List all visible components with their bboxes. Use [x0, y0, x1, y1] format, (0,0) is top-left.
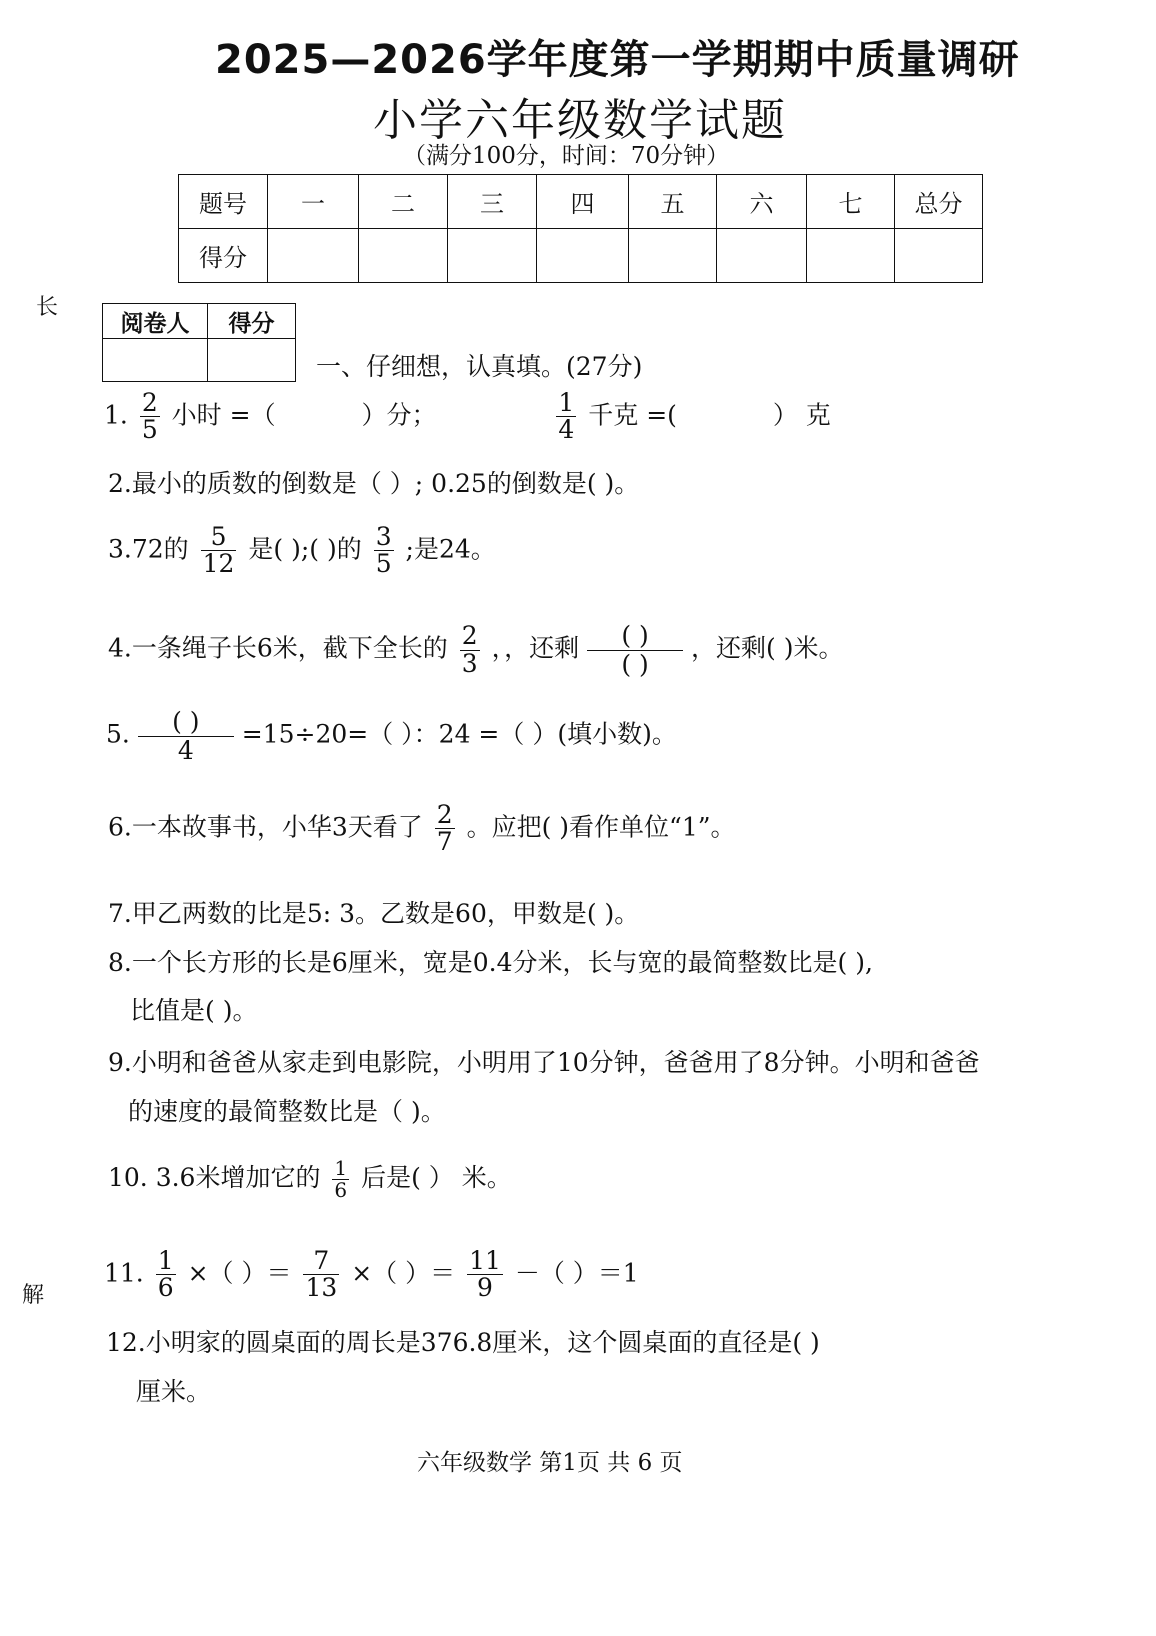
question-text: =15÷20=（ ）：24 =（ ）(填小数)。 — [241, 719, 677, 749]
fraction: $\frac{2}{7}$ — [436, 800, 453, 857]
score-input-cell[interactable] — [895, 229, 983, 283]
fraction: $\frac{2}{5}$ — [141, 388, 158, 445]
score-input-cell[interactable] — [448, 229, 537, 283]
score-table-score-row — [179, 229, 983, 283]
score-input-cell[interactable] — [537, 229, 629, 283]
score-input-cell[interactable] — [268, 229, 359, 283]
question-9-line2: 的速度的最简整数比是（ )。 — [128, 1097, 446, 1126]
grader-reviewer-label: 阅卷人 — [103, 304, 208, 339]
score-table-cell: 三 — [448, 175, 537, 229]
score-table-cell: 六 — [717, 175, 807, 229]
question-text: 小时 =（ — [171, 400, 276, 430]
page-footer: 六年级数学 第1页 共 6 页 — [417, 1450, 683, 1476]
score-table-cell: 七 — [807, 175, 895, 229]
question-text: ，还剩( )米。 — [691, 633, 844, 663]
question-text: ） 克 — [772, 400, 831, 430]
fraction: $\frac{1}{4}$ — [558, 388, 575, 445]
question-2: 2.最小的质数的倒数是（ ）; 0.25的倒数是( )。 — [108, 469, 640, 498]
fraction: $\frac{5}{12}$ — [202, 522, 235, 579]
question-text: 。应把( )看作单位“1”。 — [466, 812, 736, 842]
score-input-cell[interactable] — [717, 229, 807, 283]
question-8-line2: 比值是( )。 — [130, 996, 258, 1025]
question-text: ，，还剩 — [491, 633, 580, 663]
score-table — [178, 174, 983, 283]
grader-score-label: 得分 — [208, 304, 296, 339]
exam-title: 2025—2026学年度第一学期期中质量调研 — [215, 37, 1020, 83]
question-text: 4.一条绳子长6米，截下全长的 — [108, 633, 448, 663]
section-heading: 一、仔细想，认真填。(27分) — [316, 352, 643, 381]
question-9-line1: 9.小明和爸爸从家走到电影院，小明用了10分钟，爸爸用了8分钟。小明和爸爸 — [108, 1048, 980, 1077]
question-number: 1. — [104, 400, 128, 430]
question-10 — [108, 1158, 512, 1201]
question-text: 10. 3.6米增加它的 — [108, 1163, 321, 1192]
fraction: $\frac{7}{13}$ — [305, 1246, 338, 1303]
score-table-cell: 题号 — [179, 175, 268, 229]
score-table-cell: 得分 — [179, 229, 268, 283]
blank-fraction[interactable]: ( ) ( ) — [587, 622, 683, 678]
question-text: ）分； — [361, 400, 437, 430]
question-text: 3.72的 — [108, 534, 189, 564]
fraction: $\frac{2}{3}$ — [461, 621, 478, 678]
question-12-line2: 厘米。 — [136, 1377, 212, 1406]
question-text: ×（ ）＝ — [187, 1258, 292, 1288]
score-table-cell: 一 — [268, 175, 359, 229]
grader-score-cell[interactable] — [208, 339, 296, 382]
question-12-line1: 12.小明家的圆桌面的周长是376.8厘米，这个圆桌面的直径是( ) — [106, 1328, 820, 1357]
margin-label: 长 — [36, 295, 59, 320]
blank-fraction[interactable]: ( ) 4 — [138, 708, 234, 764]
question-text: ;是24。 — [405, 534, 496, 564]
exam-info: （满分100分，时间：70分钟） — [403, 143, 730, 169]
margin-label: 解 — [22, 1283, 45, 1308]
score-table-cell: 四 — [537, 175, 629, 229]
grader-table — [102, 303, 296, 382]
score-table-cell: 五 — [629, 175, 717, 229]
question-number: 5. — [106, 719, 130, 749]
score-input-cell[interactable] — [807, 229, 895, 283]
score-input-cell[interactable] — [629, 229, 717, 283]
fraction: $\frac{1}{6}$ — [334, 1156, 348, 1202]
question-5 — [106, 708, 677, 764]
question-text: －（ ）＝1 — [514, 1258, 639, 1288]
score-table-cell: 二 — [359, 175, 448, 229]
question-text: 后是( ） 米。 — [361, 1163, 512, 1192]
fraction: $\frac{1}{6}$ — [157, 1246, 174, 1303]
question-text: 6.一本故事书，小华3天看了 — [108, 812, 423, 842]
question-4 — [108, 622, 843, 678]
score-table-cell: 总分 — [895, 175, 983, 229]
question-8-line1: 8.一个长方形的长是6厘米，宽是0.4分米，长与宽的最简整数比是( ), — [108, 948, 873, 977]
question-6 — [108, 802, 736, 856]
question-1 — [104, 390, 831, 444]
question-number: 11. — [104, 1258, 144, 1288]
question-11 — [104, 1248, 639, 1302]
fraction: $\frac{11}{9}$ — [469, 1246, 501, 1303]
question-text: ×（ ）＝ — [351, 1258, 456, 1288]
score-input-cell[interactable] — [359, 229, 448, 283]
grader-reviewer-cell[interactable] — [103, 339, 208, 382]
question-text: 千克 =( — [588, 400, 677, 430]
exam-subject-title: 小学六年级数学试题 — [373, 95, 787, 146]
question-3 — [108, 524, 496, 578]
fraction: $\frac{3}{5}$ — [375, 522, 392, 579]
question-7: 7.甲乙两数的比是5: 3。乙数是60，甲数是( )。 — [108, 899, 640, 928]
question-text: 是( );( )的 — [248, 534, 362, 564]
score-table-header-row — [179, 175, 983, 229]
